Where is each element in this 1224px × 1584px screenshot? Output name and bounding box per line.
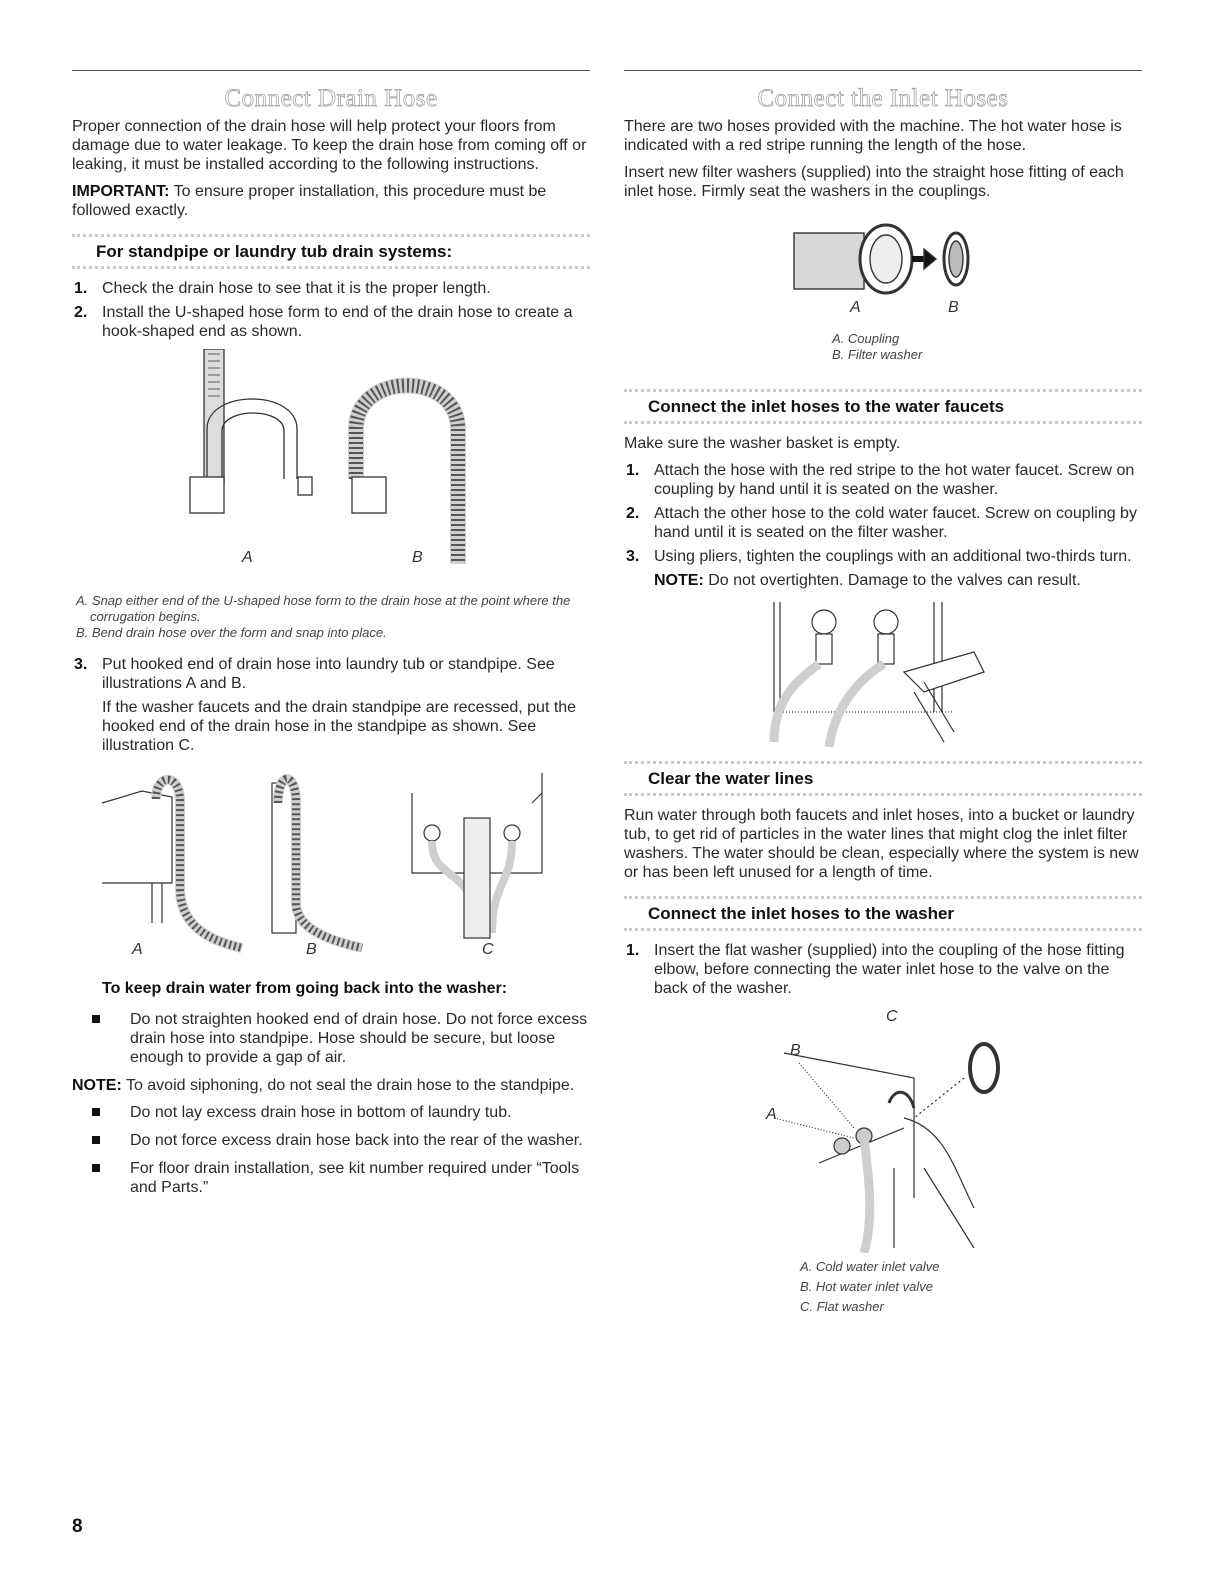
note-text: Do not overtighten. Damage to the valves can result. [703, 572, 1081, 589]
faucet-intro: Make sure the washer basket is empty. [624, 435, 901, 452]
step-number: 1. [74, 280, 88, 297]
coupling-illustration [624, 211, 1142, 321]
figure-label: A [242, 549, 253, 566]
figure-label: B [948, 299, 959, 316]
standpipe-illustration [72, 763, 590, 963]
figure-label: A [766, 1106, 777, 1123]
step-number: 1. [626, 462, 640, 479]
keep-drain-heading: To keep drain water from going back into the washer: [102, 980, 508, 997]
note-label: NOTE: [654, 572, 704, 589]
figure-caption: B. Bend drain hose over the form and snap into place. [76, 625, 387, 640]
figure-label: B [790, 1042, 801, 1059]
step-text: Install the U-shaped hose form to end of the drain hose to create a hook-shaped end as shown. [102, 304, 573, 340]
figure-label: B [306, 941, 317, 958]
section-title-drain-hose: Connect Drain Hose [224, 85, 438, 112]
faucet-pliers-illustration [624, 602, 1142, 747]
step-item [624, 941, 1142, 998]
bullet-item [72, 1010, 590, 1067]
step-text: Using pliers, tighten the couplings with an additional two-thirds turn. [654, 548, 1132, 565]
step-item [624, 461, 1142, 499]
figure-caption: C. Flat washer [800, 1299, 884, 1314]
bullet-item [72, 1103, 590, 1122]
figure-label: A [850, 299, 861, 316]
step-number: 3. [74, 656, 88, 673]
step-text: Attach the hose with the red stripe to the hot water faucet. Screw on coupling by hand until it is seated on the washer. [654, 462, 1135, 498]
section-title-inlet-hoses: Connect the Inlet Hoses [757, 85, 1009, 112]
bullet-item [72, 1159, 590, 1197]
step-number: 2. [74, 304, 88, 321]
subheading-clear-water-lines: Clear the water lines [624, 761, 1142, 796]
step-item [624, 547, 1142, 566]
step-item [72, 279, 590, 298]
flat-washer-illustration [624, 1008, 1142, 1253]
step-item [72, 655, 590, 693]
figure-label: C [482, 941, 494, 958]
section-rule [72, 70, 590, 71]
bullet-text: Do not lay excess drain hose in bottom of laundry tub. [130, 1104, 512, 1121]
figure-label: C [886, 1008, 898, 1025]
important-text: To ensure proper installation, this procedure must be followed exactly. [72, 183, 547, 219]
step-item [624, 504, 1142, 542]
bullet-icon [92, 1136, 100, 1144]
subheading-standpipe: For standpipe or laundry tub drain systems: [72, 234, 590, 269]
step-text: Attach the other hose to the cold water faucet. Screw on coupling by hand until it is seated on the filter washer. [654, 505, 1137, 541]
inlet-intro: There are two hoses provided with the machine. The hot water hose is indicated with a red stripe running the length of the hose. [624, 118, 1122, 154]
step-text: Check the drain hose to see that it is the proper length. [102, 280, 491, 297]
left-column [72, 70, 590, 1206]
bullet-item [72, 1131, 590, 1150]
figure-caption: A. Snap either end of the U-shaped hose form to the drain hose at the point where the corrugation begins. [76, 593, 571, 624]
drain-intro: Proper connection of the drain hose will help protect your floors from damage due to water leakage. To keep the drain hose from coming off or leaking, it must be installed according to the following instructions. [72, 118, 587, 173]
hose-form-illustration [72, 349, 590, 589]
step3-note: If the washer faucets and the drain standpipe are recessed, put the hooked end of the drain hose in the standpipe as shown. See illustration C. [102, 699, 577, 754]
figure-caption: A. Coupling [832, 331, 900, 346]
overtighten-note [624, 571, 1142, 590]
important-paragraph [72, 182, 590, 220]
step-number: 2. [626, 505, 640, 522]
figure-caption: B. Hot water inlet valve [800, 1279, 933, 1294]
figure-label: B [412, 549, 423, 566]
step-item [72, 303, 590, 341]
step-number: 1. [626, 942, 640, 959]
bullet-text: For floor drain installation, see kit number required under “Tools and Parts.” [130, 1160, 580, 1196]
bullet-text: Do not force excess drain hose back into the rear of the washer. [130, 1132, 583, 1149]
figure-caption: B. Filter washer [832, 347, 923, 362]
clear-lines-text: Run water through both faucets and inlet hoses, into a bucket or laundry tub, to get rid of particles in the water lines that might clog the inlet filter washers. The water should be clean, especially where the system is new or has been left unused for a length of time. [624, 807, 1139, 881]
note-text: To avoid siphoning, do not seal the drain hose to the standpipe. [121, 1077, 575, 1094]
note-label: NOTE: [72, 1077, 122, 1094]
figure-caption: A. Cold water inlet valve [800, 1259, 940, 1274]
bullet-text: Do not straighten hooked end of drain hose. Do not force excess drain hose into standpipe. Hose should be secure, but loose enough to provide a gap of air. [130, 1011, 588, 1066]
step-text: Insert the flat washer (supplied) into the coupling of the hose fitting elbow, before connecting the water inlet hose to the valve on the back of the washer. [654, 942, 1125, 997]
siphon-note [72, 1076, 590, 1095]
bullet-icon [92, 1164, 100, 1172]
subheading-water-faucets: Connect the inlet hoses to the water faucets [624, 389, 1142, 424]
bullet-icon [92, 1015, 100, 1023]
step-number: 3. [626, 548, 640, 565]
step-text: Put hooked end of drain hose into laundry tub or standpipe. See illustrations A and B. [102, 656, 555, 692]
important-label: IMPORTANT: [72, 183, 170, 200]
right-column [624, 70, 1142, 1315]
figure-label: A [132, 941, 143, 958]
subheading-connect-washer: Connect the inlet hoses to the washer [624, 896, 1142, 931]
inlet-washers-text: Insert new filter washers (supplied) into the straight hose fitting of each inlet hose. Firmly seat the washers in the couplings. [624, 164, 1124, 200]
page-number: 8 [72, 1516, 83, 1537]
section-rule [624, 70, 1142, 71]
bullet-icon [92, 1108, 100, 1116]
